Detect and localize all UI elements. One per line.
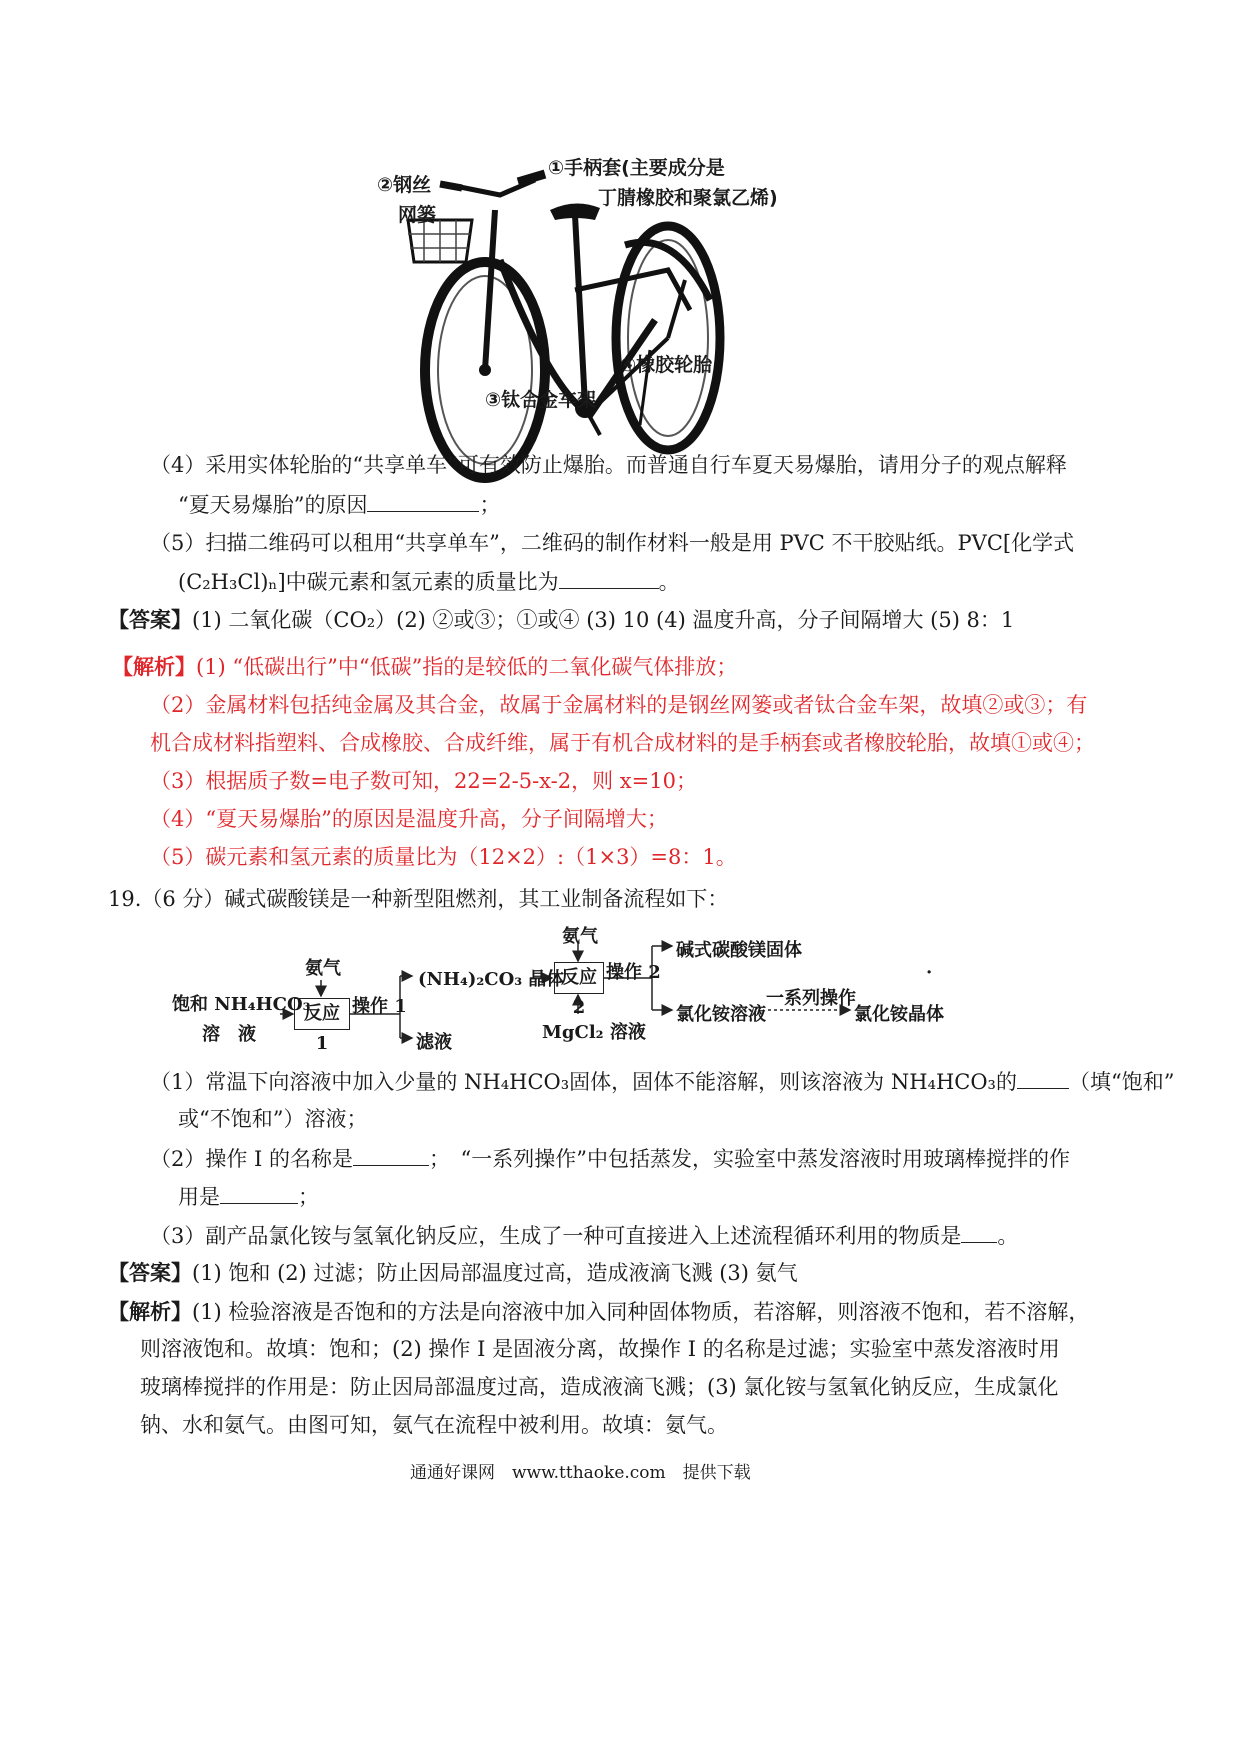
flow-filtrate: 滤液 — [416, 1032, 452, 1053]
q18-part5-end: 。 — [658, 570, 680, 594]
flow-series-operation: 一系列操作 — [766, 988, 856, 1009]
flow-ammonium-chloride-crystal: 氯化铵晶体 — [854, 1004, 944, 1025]
answer-blank[interactable] — [559, 566, 659, 589]
reaction-1-box: 反应 1 — [294, 998, 350, 1030]
q19-analysis-2: 则溶液饱和。故填：饱和；(2) 操作 I 是固液分离，故操作 I 的名称是过滤；实验室中蒸发溶液时用 — [140, 1337, 1060, 1361]
q19-part2-line2 — [178, 1181, 319, 1212]
q19-title: 19.（6 分）碱式碳酸镁是一种新型阻燃剂，其工业制备流程如下： — [108, 887, 729, 911]
q19-part3-end: 。 — [997, 1224, 1019, 1248]
q19-part3-line1 — [150, 1220, 1018, 1251]
answer-tag: 【答案】 — [108, 1260, 192, 1285]
answer-blank[interactable] — [220, 1181, 298, 1204]
flow-ammonia-1: 氨气 — [305, 958, 341, 979]
q18-analysis-1 — [112, 652, 737, 682]
q18-part4-line2 — [178, 489, 500, 520]
q18-analysis-5: （4）“夏天易爆胎”的原因是温度升高，分子间隔增大； — [150, 807, 668, 831]
q19-part2-text: （2）操作 I 的名称是 — [150, 1147, 354, 1171]
q19-analysis-4: 钠、水和氨气。由图可知，氨气在流程中被利用。故填：氨气。 — [140, 1413, 728, 1437]
q18-answer — [108, 605, 1014, 635]
flow-input-line2: 溶 液 — [202, 1024, 256, 1045]
q19-part2-end: ； — [298, 1185, 319, 1209]
flow-ammonium-chloride-solution: 氯化铵溶液 — [676, 1004, 766, 1025]
flow-input-line1: 饱和 NH₄HCO₃ — [172, 994, 311, 1015]
flow-mgcl2: MgCl₂ 溶液 — [542, 1022, 646, 1043]
q19-part1-line1 — [150, 1066, 1174, 1097]
analysis-tag: 【解析】 — [112, 654, 196, 679]
flow-basic-mg-carbonate: 碱式碳酸镁固体 — [676, 940, 802, 961]
q19-answer — [108, 1258, 798, 1288]
q18-analysis-3: 机合成材料指塑料、合成橡胶、合成纤维，属于有机合成材料的是手柄套或者橡胶轮胎，故填①或④； — [150, 731, 1095, 755]
q18-part5-line2 — [178, 566, 680, 597]
q19-analysis-1 — [108, 1297, 1089, 1327]
answer-blank[interactable] — [353, 1143, 429, 1166]
answer-blank[interactable] — [367, 489, 479, 512]
q18-part4-end: ； — [479, 493, 501, 517]
analysis-tag: 【解析】 — [108, 1299, 192, 1324]
q19-part2-text2: 用是 — [178, 1185, 220, 1209]
label-tire: ④橡胶轮胎 — [620, 354, 713, 376]
analysis-text: (1) “低碳出行”中“低碳”指的是较低的二氧化碳气体排放； — [196, 655, 738, 679]
answer-tag: 【答案】 — [108, 607, 192, 632]
q18-part4-line1: （4）采用实体轮胎的“共享单车”可有效防止爆胎。而普通自行车夏天易爆胎，请用分子的观点解释 — [150, 453, 1067, 477]
analysis-text: (1) 检验溶液是否饱和的方法是向溶液中加入同种固体物质，若溶解，则溶液不饱和，若不溶解， — [192, 1300, 1090, 1324]
flow-operation-2: 操作 2 — [606, 962, 661, 983]
q18-analysis-4: （3）根据质子数=电子数可知，22=2-5-x-2，则 x=10； — [150, 769, 697, 793]
answer-blank[interactable] — [1017, 1066, 1069, 1089]
flow-operation-1: 操作 1 — [352, 996, 407, 1017]
q18-part4-text: “夏天易爆胎”的原因 — [178, 493, 368, 517]
q18-analysis-2: （2）金属材料包括纯金属及其合金，故属于金属材料的是钢丝网篓或者钛合金车架，故填②或③；有 — [150, 693, 1088, 717]
q18-part5-line1: （5）扫描二维码可以租用“共享单车”，二维码的制作材料一般是用 PVC 不干胶贴纸。PVC[化学式 — [150, 531, 1075, 555]
label-handle-grip-1: ①手柄套(主要成分是 — [548, 157, 725, 179]
q19-part1-text: （1）常温下向溶液中加入少量的 NH₄HCO₃固体，固体不能溶解，则该溶液为 NH₄HCO₃的 — [150, 1070, 1017, 1094]
q18-part5-text: (C₂H₃Cl)ₙ]中碳元素和氢元素的质量比为 — [178, 570, 559, 594]
answer-text: (1) 二氧化碳（CO₂）(2) ②或③；①或④ (3) 10 (4) 温度升高，分子间隔增大 (5) 8：1 — [192, 608, 1015, 632]
label-frame: ③钛合金车架 — [485, 389, 597, 411]
q19-part2-line1 — [150, 1143, 1070, 1174]
q19-part1-line2: 或“不饱和”）溶液； — [178, 1107, 368, 1131]
label-handle-grip-2: 丁腈橡胶和聚氯乙烯) — [598, 187, 778, 209]
q19-part1-end: （填“饱和” — [1068, 1070, 1175, 1094]
page-footer: 通通好课网 www.tthaoke.com 提供下载 — [410, 1463, 751, 1483]
answer-blank[interactable] — [961, 1220, 997, 1243]
q19-analysis-3: 玻璃棒搅拌的作用是：防止因局部温度过高，造成液滴飞溅；(3) 氯化铵与氢氧化钠反应，生成氯化 — [140, 1375, 1059, 1399]
q19-part2-rest: ； “一系列操作”中包括蒸发，实验室中蒸发溶液时用玻璃棒搅拌的作 — [429, 1147, 1070, 1171]
flow-diagram — [172, 926, 1070, 1058]
label-basket-2: 网篓 — [398, 204, 437, 226]
reaction-2-box: 反应 2 — [554, 962, 604, 994]
q19-part3-text: （3）副产品氯化铵与氢氧化钠反应，生成了一种可直接进入上述流程循环利用的物质是 — [150, 1224, 962, 1248]
q18-analysis-6: （5）碳元素和氢元素的质量比为（12×2）:（1×3）=8：1。 — [150, 845, 737, 869]
answer-text: (1) 饱和 (2) 过滤；防止因局部温度过高，造成液滴飞溅 (3) 氨气 — [192, 1261, 798, 1285]
flow-ammonia-2: 氨气 — [562, 926, 598, 947]
flow-ammonium-carbonate: (NH₄)₂CO₃ 晶体 — [418, 969, 565, 990]
flow-dot: · — [926, 962, 933, 983]
label-basket-1: ②钢丝 — [377, 174, 432, 196]
